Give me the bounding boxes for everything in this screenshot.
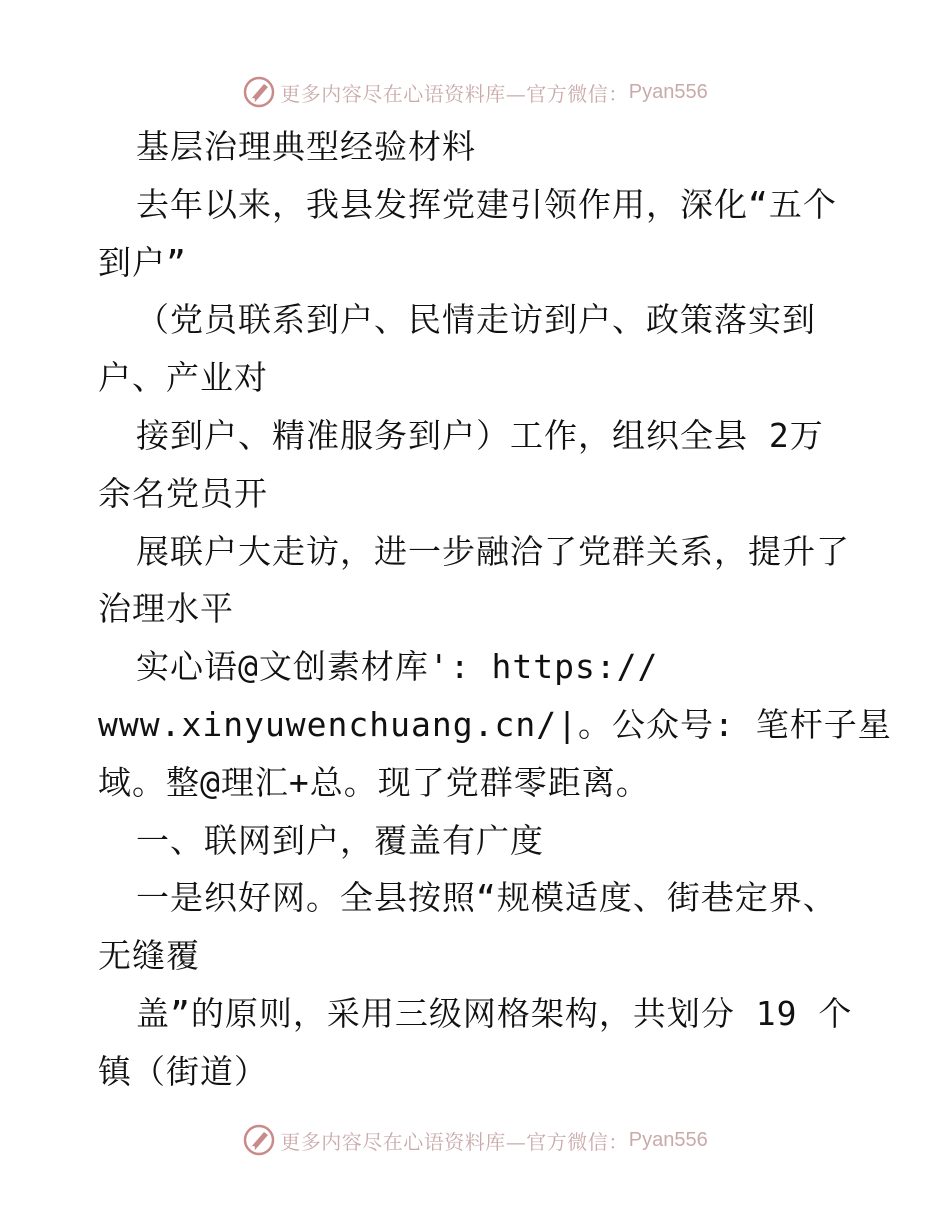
paragraph-line: 一是织好网。全县按照“规模适度、街巷定界、: [136, 878, 837, 918]
pen-logo-icon: [242, 75, 276, 109]
header-banner-wechat: Pyan556: [628, 80, 708, 103]
paragraph-line: 余名党员开: [98, 473, 268, 513]
document-title: 基层治理典型经验材料: [136, 127, 476, 166]
footer-watermark-banner: [0, 1120, 950, 1160]
pen-logo-icon: [242, 1123, 276, 1157]
paragraph-line: 户、产业对: [98, 358, 268, 398]
footer-banner-text: 更多内容尽在心语资料库—官方微信：: [280, 1129, 629, 1154]
paragraph-line: 展联户大走访，进一步融洽了党群关系，提升了: [136, 531, 850, 571]
paragraph-line: www.xinyuwenchuang.cn/|。公众号: 笔杆子星: [98, 704, 892, 744]
paragraph-line: 接到户、精准服务到户）工作，组织全县 2万: [136, 415, 824, 455]
paragraph-line: 治理水平: [98, 589, 234, 629]
paragraph-line: 无缝覆: [98, 936, 200, 976]
paragraph-line: 去年以来，我县发挥党建引领作用，深化“五个: [136, 184, 837, 224]
footer-banner-wechat: Pyan556: [628, 1128, 708, 1151]
paragraph-line: 盖”的原则，采用三级网格架构，共划分 19 个: [136, 993, 853, 1033]
header-watermark-banner: [0, 72, 950, 112]
section-heading: 一、联网到户，覆盖有广度: [136, 820, 544, 860]
document-body: [98, 118, 892, 1101]
paragraph-line: 到户”: [98, 242, 187, 282]
paragraph-line: （党员联系到户、民情走访到户、政策落实到: [136, 300, 816, 340]
header-banner-text: 更多内容尽在心语资料库—官方微信：: [280, 81, 629, 106]
paragraph-line: 镇（街道）: [98, 1051, 268, 1091]
paragraph-line: 域。整@理汇+总。现了党群零距离。: [98, 762, 650, 802]
paragraph-line: 实心语@文创素材库': https://: [136, 647, 659, 687]
